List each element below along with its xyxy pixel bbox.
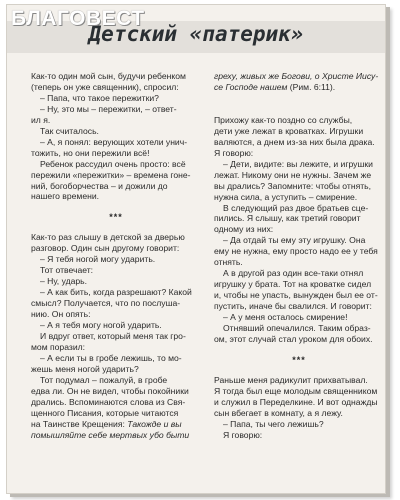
text-line: Так считалось. — [40, 125, 99, 136]
right-column — [214, 71, 384, 441]
text-line: смысл? Получается, что по послуша- — [31, 298, 181, 309]
scripture-quote: помышляйте себе мертвых убо быти — [31, 429, 190, 440]
text-line: – А если ты в гробе лежишь, то мо- — [40, 352, 182, 363]
text-line: – Ну, это мы – пережитки, – ответ- — [40, 103, 177, 114]
text-line: Раньше меня радикулит прихватывал. — [214, 374, 368, 385]
text-line: В следующий раз двое братьев сце- — [223, 202, 369, 213]
text-line: – Папа, ты чего лежишь? — [223, 418, 324, 429]
text-line: ему не нужна, ему просто надо ее у тебя — [214, 246, 378, 257]
text-line: дрались. Вспоминаются слова из Свя- — [31, 396, 186, 407]
text-line: Тот отвечает: — [40, 265, 94, 276]
text-line: игрушку у брата. Тот на кроватке сидел — [214, 279, 372, 290]
brand-watermark: БЛАГОВЕСТ — [11, 7, 145, 30]
text-line: вы дрались? Запомните: чтобы отнять, — [214, 180, 372, 191]
text-line: мом поразил: — [31, 341, 86, 352]
text-line: одному из них: — [214, 224, 274, 235]
text-line: – Ну, ударь. — [40, 276, 88, 287]
spacer — [214, 93, 384, 104]
text-line: пились. Я слышу, как третий говорит — [214, 213, 361, 224]
text-line: Как-то раз слышу в детской за дверью — [31, 232, 185, 243]
text-line: – Да отдай ты ему эту игрушку. Она — [223, 235, 366, 246]
text-line: тожить, но они пережили всё! — [31, 147, 150, 158]
text-line: жешь меня ногой ударить? — [31, 363, 139, 374]
text-line: – Дети, видите: вы лежите, и игрушки — [223, 158, 373, 169]
text-line: – А я тебя могу ногой ударить. — [40, 320, 162, 331]
text-line: нашего времени. — [31, 191, 100, 202]
text-line — [214, 82, 384, 93]
text-line: – Я тебя ногой могу ударить. — [40, 254, 156, 265]
text-line: (теперь он уже священник), спросил: — [31, 81, 179, 92]
text-line: – Папа, что такое пережитки? — [40, 92, 159, 103]
text-line: и, чтобы не упасть, вынужден был ее от- — [214, 290, 378, 301]
book-page — [6, 4, 386, 494]
text-line: отнять. — [214, 257, 243, 268]
text-line: ом, этот случай стал уроком для обоих. — [214, 333, 373, 344]
text-line: ил я. — [31, 114, 51, 125]
section-separator: *** — [109, 212, 123, 223]
text-line: Прихожу как-то поздно со службы, — [214, 114, 353, 125]
scripture-reference: (Рим. 6:11). — [289, 81, 336, 92]
scripture-quote: се Господе нашем — [214, 81, 288, 92]
text-line: Я говорю: — [214, 147, 254, 158]
text-line: ний, богоборчества – и дожили до — [31, 180, 168, 191]
text-line: щенного Писания, которые читаются — [31, 407, 179, 418]
text-line: и служил в Переделкине. И вот однажды — [214, 396, 378, 407]
page-title: Детский «патерик» — [88, 22, 304, 46]
text-line: нию. Он опять: — [31, 309, 91, 320]
text-line — [31, 419, 201, 430]
spacer — [214, 104, 384, 115]
text-line: Тот подумал – пожалуй, в гробе — [40, 374, 168, 385]
text-line: пустить, иначе бы свалился. И говорит: — [214, 301, 372, 312]
text-line: нужна сила, а уступить – смирение. — [214, 191, 358, 202]
text-line: сын вбегает в комнату, а я лежу. — [214, 407, 343, 418]
text-fragment: на Таинстве Крещения: — [31, 418, 125, 429]
text-line: лежат. Никому они не нужны. Зачем же — [214, 169, 372, 180]
left-column — [31, 71, 201, 441]
text-line: Я тогда был еще молодым священником — [214, 385, 378, 396]
text-line: Как-то один мой сын, будучи ребенком — [31, 71, 186, 81]
text-line: – А как бить, когда разрешают? Какой — [40, 287, 192, 298]
text-line: Я говорю: — [223, 429, 263, 440]
text-line: пережили «пережитки» – времена гоне- — [31, 169, 191, 180]
text-line: разговор. Один сын другому говорит: — [31, 243, 180, 254]
scripture-quote: греху, живых же Богови, о Христе Иису- — [214, 71, 379, 81]
scripture-quote: Такожде и вы — [127, 418, 182, 429]
text-line: валяются, а днем из-за них была драка. — [214, 136, 375, 147]
text-line: – А, я понял: верующих хотели унич- — [40, 136, 188, 147]
text-line: И вдруг ответ, который меня так гро- — [40, 331, 186, 342]
text-line: А в другой раз один все-таки отнял — [223, 268, 364, 279]
text-line: дети уже лежат в кроватках. Игрушки — [214, 125, 364, 136]
text-line: едва ли. Он не видел, чтобы покойники — [31, 385, 189, 396]
text-line: Ребенок рассудил очень просто: всё — [40, 158, 186, 169]
text-line: Отнявший опечалился. Таким образ- — [223, 323, 371, 334]
section-separator: *** — [292, 354, 306, 365]
text-line: – А у меня осталось смирение! — [223, 312, 348, 323]
